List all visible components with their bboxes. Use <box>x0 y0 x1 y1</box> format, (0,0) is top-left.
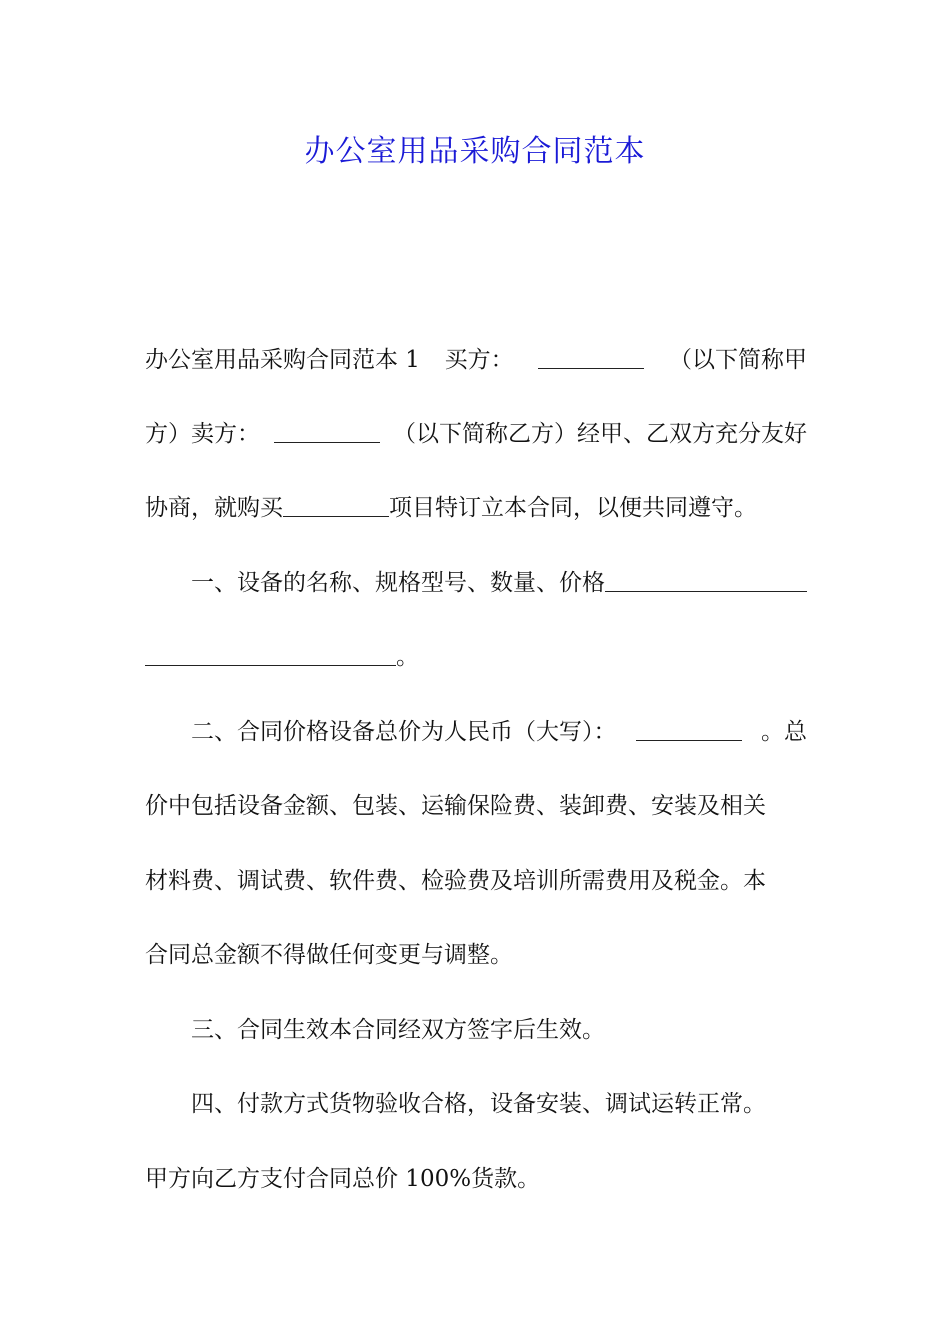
buyer-label: 买方： <box>444 347 514 373</box>
intro-text: 办公室用品采购合同范本 1 <box>145 347 420 373</box>
section-text: 价中包括设备金额、包装、运输保险费、装卸费、安装及相关 <box>145 793 766 819</box>
intro-line-2 <box>145 414 807 454</box>
section-text: 。总 <box>761 719 807 745</box>
section-3-line-1 <box>145 1010 807 1050</box>
section-2-line-1 <box>145 712 807 752</box>
intro-line-1 <box>145 340 807 380</box>
section-2-line-2 <box>145 786 807 826</box>
seller-label: 方）卖方： <box>145 421 260 447</box>
section-text: 一、设备的名称、规格型号、数量、价格 <box>191 570 605 596</box>
intro-line-3 <box>145 488 807 528</box>
section-text: 三、合同生效本合同经双方签字后生效。 <box>191 1017 605 1043</box>
section-2-line-4 <box>145 935 807 975</box>
section-text: 甲方向乙方支付合同总价 100%货款。 <box>145 1166 541 1192</box>
intro-text: 项目特订立本合同，以便共同遵守。 <box>389 495 757 521</box>
price-blank <box>636 712 742 741</box>
section-text: 材料费、调试费、软件费、检验费及培训所需费用及税金。本 <box>145 868 766 894</box>
section-2-line-3 <box>145 861 807 901</box>
section-1-line-2 <box>145 637 807 677</box>
section-1-line-1 <box>145 563 807 603</box>
seller-blank <box>274 414 380 443</box>
equipment-blank-continued <box>145 637 396 666</box>
intro-text: （以下简称甲 <box>668 347 807 373</box>
section-text: 。 <box>396 644 419 670</box>
section-text: 合同总金额不得做任何变更与调整。 <box>145 942 513 968</box>
section-4-line-1 <box>145 1084 807 1124</box>
section-4-line-2 <box>145 1159 807 1199</box>
buyer-blank <box>538 340 644 369</box>
intro-text: （以下简称乙方）经甲、乙双方充分友好 <box>393 421 807 447</box>
equipment-blank <box>605 563 807 592</box>
project-blank <box>283 488 389 517</box>
section-text: 二、合同价格设备总价为人民币（大写）： <box>191 719 617 745</box>
intro-text: 协商，就购买 <box>145 495 283 521</box>
section-text: 四、付款方式货物验收合格，设备安装、调试运转正常。 <box>191 1091 766 1117</box>
page-title: 办公室用品采购合同范本 <box>304 134 646 169</box>
